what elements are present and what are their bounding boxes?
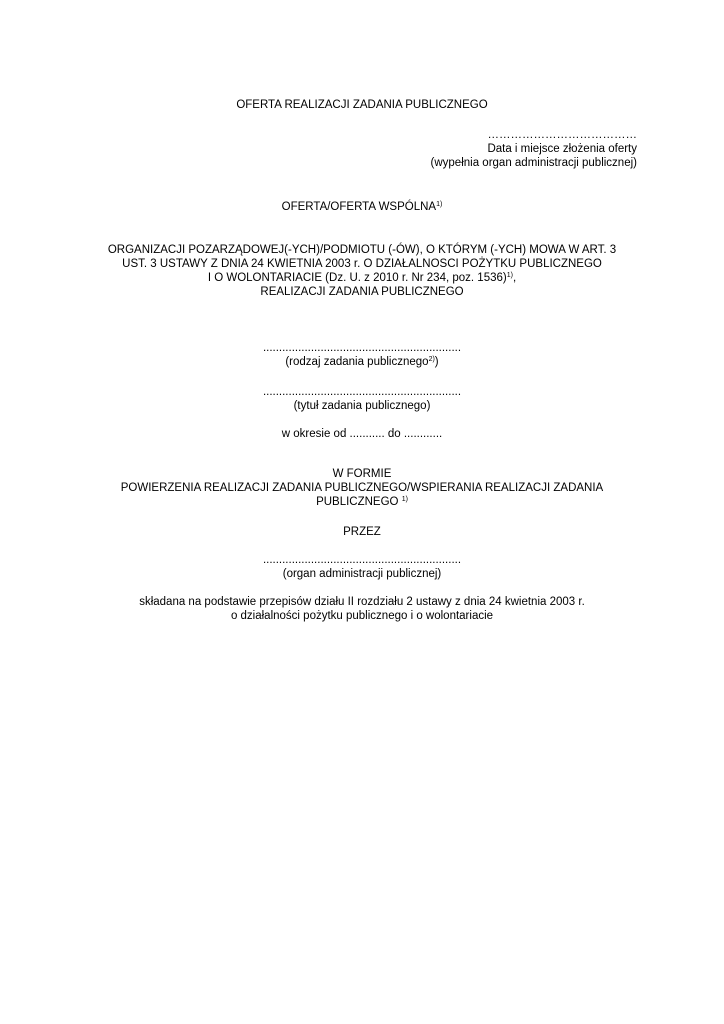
- submission-date-dots: …………………………………: [487, 129, 637, 141]
- legal-basis: [0, 595, 724, 623]
- form-footnote-ref: 1): [401, 496, 408, 503]
- period-text: w okresie od ........... do ............: [281, 428, 443, 440]
- document-title: [0, 98, 724, 112]
- task-title-label: (tytuł zadania publicznego): [293, 400, 431, 412]
- document-title-text: OFERTA REALIZACJI ZADANIA PUBLICZNEGO: [236, 99, 488, 111]
- organ-label: (organ administracji publicznej): [282, 568, 442, 580]
- form-line-2-text: PUBLICZNEGO: [316, 496, 399, 508]
- form-line-1: POWIERZENIA REALIZACJI ZADANIA PUBLICZNEGO/WSPIERANIA REALIZACJI ZADANIA: [120, 482, 604, 494]
- organization-line-3-comma: ,: [512, 272, 517, 284]
- task-type-dots: ..............................................................: [262, 342, 462, 354]
- organization-line-1: ORGANIZACJI POZARZĄDOWEJ(-YCH)/PODMIOTU (-ÓW), O KTÓRYM (-YCH) MOWA W ART. 3: [107, 244, 617, 256]
- offer-type-heading: [0, 200, 724, 214]
- task-type-label-close: ): [434, 356, 439, 368]
- submission-date-note: (wypełnia organ administracji publicznej): [430, 157, 637, 169]
- task-title-dots: ..............................................................: [262, 386, 462, 398]
- organization-footnote-ref: 1): [506, 272, 513, 279]
- organization-line-3-text: I O WOLONTARIACIE (Dz. U. z 2010 r. Nr 234, poz. 1536): [207, 272, 507, 284]
- organization-description: [0, 243, 724, 299]
- offer-type-footnote-ref: 1): [436, 201, 443, 208]
- task-title-field: [0, 385, 724, 413]
- task-type-label: [0, 355, 724, 369]
- organization-line-4: REALIZACJI ZADANIA PUBLICZNEGO: [260, 286, 464, 298]
- form-line-2: [0, 495, 724, 509]
- offer-type-text: OFERTA/OFERTA WSPÓLNA: [281, 201, 437, 213]
- organization-line-2: UST. 3 USTAWY Z DNIA 24 KWIETNIA 2003 r. O DZIAŁALNOSCI POŻYTKU PUBLICZNEGO: [122, 258, 602, 270]
- legal-basis-line-2: o działalności pożytku publicznego i o wolontariacie: [230, 610, 494, 622]
- by-text: PRZEZ: [343, 526, 381, 538]
- legal-basis-line-1: składana na podstawie przepisów działu II rozdziału 2 ustawy z dnia 24 kwietnia 2003 r.: [139, 596, 585, 608]
- form-heading: W FORMIE: [332, 468, 392, 480]
- task-type-field: [0, 341, 724, 369]
- period-field: [0, 427, 724, 441]
- form-section: [0, 467, 724, 509]
- task-type-label-text: (rodzaj zadania publicznego: [285, 356, 429, 368]
- organization-line-3: [0, 271, 724, 285]
- submission-date-block: [431, 128, 637, 170]
- by-heading: [0, 525, 724, 539]
- organ-field: [0, 553, 724, 581]
- submission-date-label: Data i miejsce złożenia oferty: [487, 143, 637, 155]
- organ-dots: ..............................................................: [262, 554, 462, 566]
- task-type-footnote-ref: 2): [428, 356, 435, 363]
